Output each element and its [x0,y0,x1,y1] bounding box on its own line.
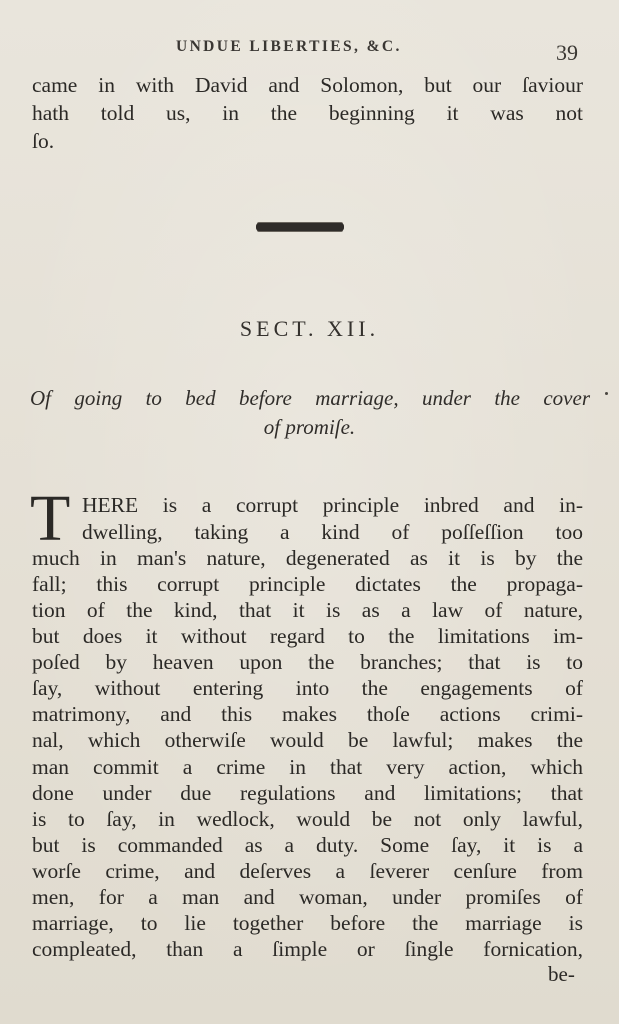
text-line: worſe crime, and deſerves a ſeverer cenſure from [32,859,583,883]
text-line: marriage, to lie together before the marriage is [32,911,583,935]
text-line: came in with David and Solomon, but our ſaviour [32,73,583,97]
text-line: dwelling, taking a kind of poſſeſſion too [82,520,583,544]
section-subtitle: Of going to bed before marriage, under the cover [30,386,590,410]
text-line: ſo. [32,129,55,153]
text-line: but is commanded as a duty. Some ſay, it is a [32,833,583,857]
section-subtitle: of promiſe. [263,415,356,439]
text-line: man commit a crime in that very action, which [32,755,583,779]
text-line: done under due regulations and limitations; that [32,781,583,805]
page-number: 39 [556,40,578,65]
text-line: hath told us, in the beginning it was not [32,101,583,125]
text-line: tion of the kind, that it is as a law of nature, [32,598,583,622]
text-line: ſay, without entering into the engagements of [32,676,583,700]
stray-ink-mark [605,392,608,395]
section-heading: SECT. XII. [239,316,380,341]
text-line: poſed by heaven upon the branches; that is to [32,650,583,674]
text-line: compleated, than a ſimple or ſingle fornication, [32,937,583,961]
section-divider-ornament [256,223,344,231]
text-line: men, for a man and woman, under promiſes of [32,885,583,909]
text-line: fall; this corrupt principle dictates the propaga- [32,572,583,596]
text-line: HERE is a corrupt principle inbred and in- [82,493,583,517]
text-line: matrimony, and this makes thoſe actions crimi- [32,702,583,726]
running-head: UNDUE LIBERTIES, &C. [176,38,402,55]
drop-cap: T [30,482,69,555]
text-line: but does it without regard to the limitations im- [32,624,583,648]
text-line: much in man's nature, degenerated as it is by the [32,546,583,570]
text-line: nal, which otherwiſe would be lawful; makes the [32,728,583,752]
catchword: be- [548,962,575,986]
text-line: is to ſay, in wedlock, would be not only lawful, [32,807,583,831]
